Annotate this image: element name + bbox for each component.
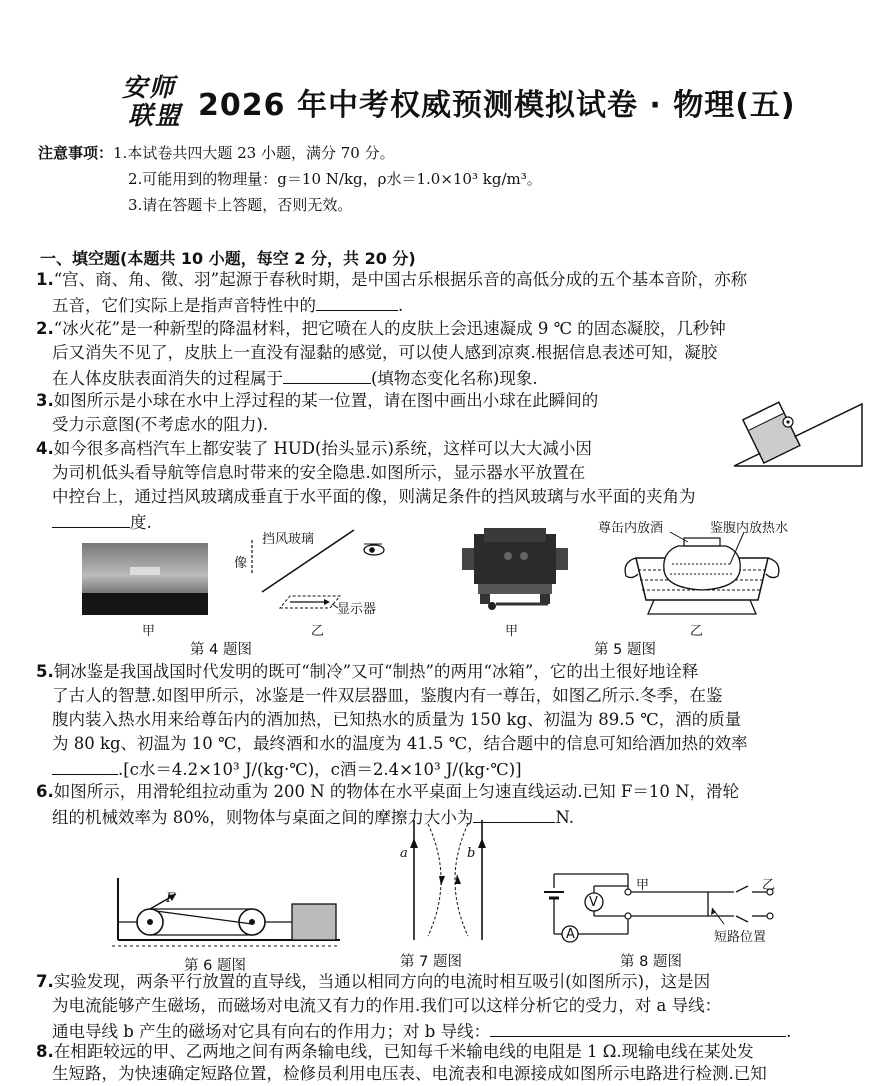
question-text: 度. [130, 513, 152, 532]
question-7 [36, 970, 710, 994]
question-8-line2: 生短路，为快速确定短路位置，检修员利用电压表、电流表和电源接成如图所示电路进行检测.已知 [52, 1064, 767, 1083]
question-text: N. [555, 808, 575, 827]
question-text: 在相距较远的甲、乙两地之间有两条输电线，已知每千米输电线的电阻是 1 Ω.现输电线在某处发 [53, 1042, 754, 1061]
question-text: . [786, 1022, 792, 1041]
question-4-line2: 为司机低头看导航等信息时带来的安全隐患.如图所示，显示器水平放置在 [52, 463, 586, 482]
question-text: (填物态变化名称)现象. [371, 369, 538, 388]
question-text: 组的机械效率为 80%，则物体与桌面之间的摩擦力大小为 [52, 808, 474, 827]
seal-line2: 联盟 [128, 101, 183, 130]
question-text: 实验发现，两条平行放置的直导线，当通以相同方向的电流时相互吸引(如图所示)，这是因 [53, 972, 711, 991]
figure-q5-photo [448, 528, 578, 618]
figure-q6-pulley [112, 878, 344, 948]
question-3 [36, 389, 598, 413]
fig5-zun-label: 尊缶内放酒 [598, 521, 664, 536]
question-number: 7. [36, 972, 54, 991]
question-text: 如图所示，用滑轮组拉动重为 200 N 的物体在水平桌面上匀速直线运动.已知 F＝10 N，滑轮 [53, 782, 740, 801]
fig4-yi-label: 乙 [311, 624, 325, 639]
block [292, 904, 336, 940]
question-1 [36, 268, 747, 292]
fig7-b-label: b [467, 846, 476, 861]
section-title: 一、填空题(本题共 10 小题，每空 2 分，共 20 分) [40, 249, 416, 268]
fig6-force-label: F [166, 891, 176, 906]
notes-line3: 3.请在答题卡上答题，否则无效。 [128, 196, 353, 214]
figure-q7-wires [392, 818, 502, 944]
answer-blank[interactable] [490, 1018, 786, 1037]
figure-q4-diagram [232, 530, 412, 615]
question-text: 铜冰鉴是我国战国时代发明的既可“制冷”又可“制热”的两用“冰箱”，它的出土很好地诠释 [53, 662, 699, 681]
fig8-voltmeter-label: V [589, 895, 598, 910]
notes-label: 注意事项： [38, 144, 114, 162]
question-text: “冰火花”是一种新型的降温材料，把它喷在人的皮肤上会迅速凝成 9 ℃ 的固态凝胶，几秒钟 [53, 319, 726, 338]
question-5-line3: 腹内装入热水用来给尊缶内的酒加热，已知热水的质量为 150 kg、初温为 89.5 ℃，酒的质量 [52, 710, 742, 729]
question-number: 8. [36, 1042, 54, 1061]
fig4-caption: 第 4 题图 [190, 642, 252, 658]
question-4-line3: 中控台上，通过挡风玻璃成垂直于水平面的像，则满足条件的挡风玻璃与水平面的夹角为 [52, 487, 696, 506]
question-text: 如图所示是小球在水中上浮过程的某一位置，请在图中画出小球在此瞬间的 [53, 391, 599, 410]
fig4-jia-label: 甲 [142, 624, 156, 639]
question-text: “宫、商、角、徵、羽”起源于春秋时期，是中国古乐根据乐音的高低分成的五个基本音阶，亦称 [53, 270, 748, 289]
question-text: . [398, 296, 404, 315]
notes-line2: 2.可能用到的物理量：g＝10 N/kg，ρ水＝1.0×10³ kg/m³。 [128, 170, 542, 188]
notes-text1: 1.本试卷共四大题 23 小题，满分 70 分。 [113, 144, 395, 162]
notes-line1 [38, 142, 395, 163]
figure-q4-photo [82, 543, 208, 615]
fig7-caption: 第 7 题图 [400, 954, 462, 970]
fig8-short-label: 短路位置 [714, 930, 767, 945]
question-5-line5 [52, 756, 522, 782]
fig4-windshield-label: 挡风玻璃 [262, 532, 315, 547]
question-5 [36, 660, 698, 684]
seal-line1: 安师 [122, 73, 177, 102]
question-4-line4 [52, 509, 152, 535]
alliance-seal [122, 74, 192, 132]
question-6 [36, 780, 739, 804]
answer-blank[interactable] [52, 509, 130, 528]
question-number: 3. [36, 391, 54, 410]
question-7-line2: 为电流能够产生磁场，而磁场对电流又有力的作用.我们可以这样分析它的受力，对 a 导线： [52, 996, 722, 1015]
fig8-caption: 第 8 题图 [620, 954, 682, 970]
question-number: 4. [36, 439, 54, 458]
fig4-display-label: 显示器 [337, 602, 377, 617]
question-number: 1. [36, 270, 54, 289]
question-text: 五音，它们实际上是指声音特性中的 [52, 296, 316, 315]
question-number: 2. [36, 319, 54, 338]
fig8-jia-label: 甲 [636, 878, 650, 893]
figure-q3-beaker-incline [730, 400, 865, 470]
answer-blank[interactable] [52, 756, 118, 775]
answer-blank[interactable] [316, 292, 398, 311]
figure-q5-diagram [618, 528, 786, 620]
fig5-jianfu-label: 鉴腹内放热水 [710, 521, 789, 536]
question-8 [36, 1040, 754, 1064]
question-4 [36, 437, 592, 461]
question-text: 在人体皮肤表面消失的过程属于 [52, 369, 283, 388]
answer-blank[interactable] [283, 365, 371, 384]
question-5-line4: 为 80 kg、初温为 10 ℃，最终酒和水的温度为 41.5 ℃，结合题中的信息可知给酒加热的效率 [52, 734, 748, 753]
question-1-line2 [52, 292, 403, 318]
fig5-yi-label: 乙 [690, 624, 704, 639]
question-2-line2: 后又消失不见了，皮肤上一直没有湿黏的感觉，可以使人感到凉爽.根据信息表述可知，凝胶 [52, 343, 718, 362]
fig8-yi-label: 乙 [762, 878, 776, 893]
fig4-image-label: 像 [234, 556, 248, 571]
question-text: 如今很多高档汽车上都安装了 HUD(抬头显示)系统，这样可以大大减小因 [53, 439, 592, 458]
question-number: 6. [36, 782, 54, 801]
question-number: 5. [36, 662, 54, 681]
inner-jar [664, 546, 740, 590]
question-2-line3 [52, 365, 538, 391]
fig6-caption: 第 6 题图 [184, 958, 246, 974]
question-3-line2: 受力示意图(不考虑水的阻力). [52, 415, 269, 434]
question-2 [36, 317, 726, 341]
page-title: 2026 年中考权威预测模拟试卷 · 物理(五) [198, 88, 796, 123]
fig5-caption: 第 5 题图 [594, 642, 656, 658]
fig5-jia-label: 甲 [505, 624, 519, 639]
fig8-ammeter-label: A [566, 927, 575, 942]
question-text: .[c水＝4.2×10³ J/(kg·℃)，c酒＝2.4×10³ J/(kg·℃)] [118, 760, 522, 779]
question-5-line2: 了古人的智慧.如图甲所示，冰鉴是一件双层器皿，鉴腹内有一尊缶，如图乙所示.冬季，在鉴 [52, 686, 723, 705]
fig7-a-label: a [400, 846, 408, 861]
question-text: 通电导线 b 产生的磁场对它具有向右的作用力；对 b 导线： [52, 1022, 491, 1041]
